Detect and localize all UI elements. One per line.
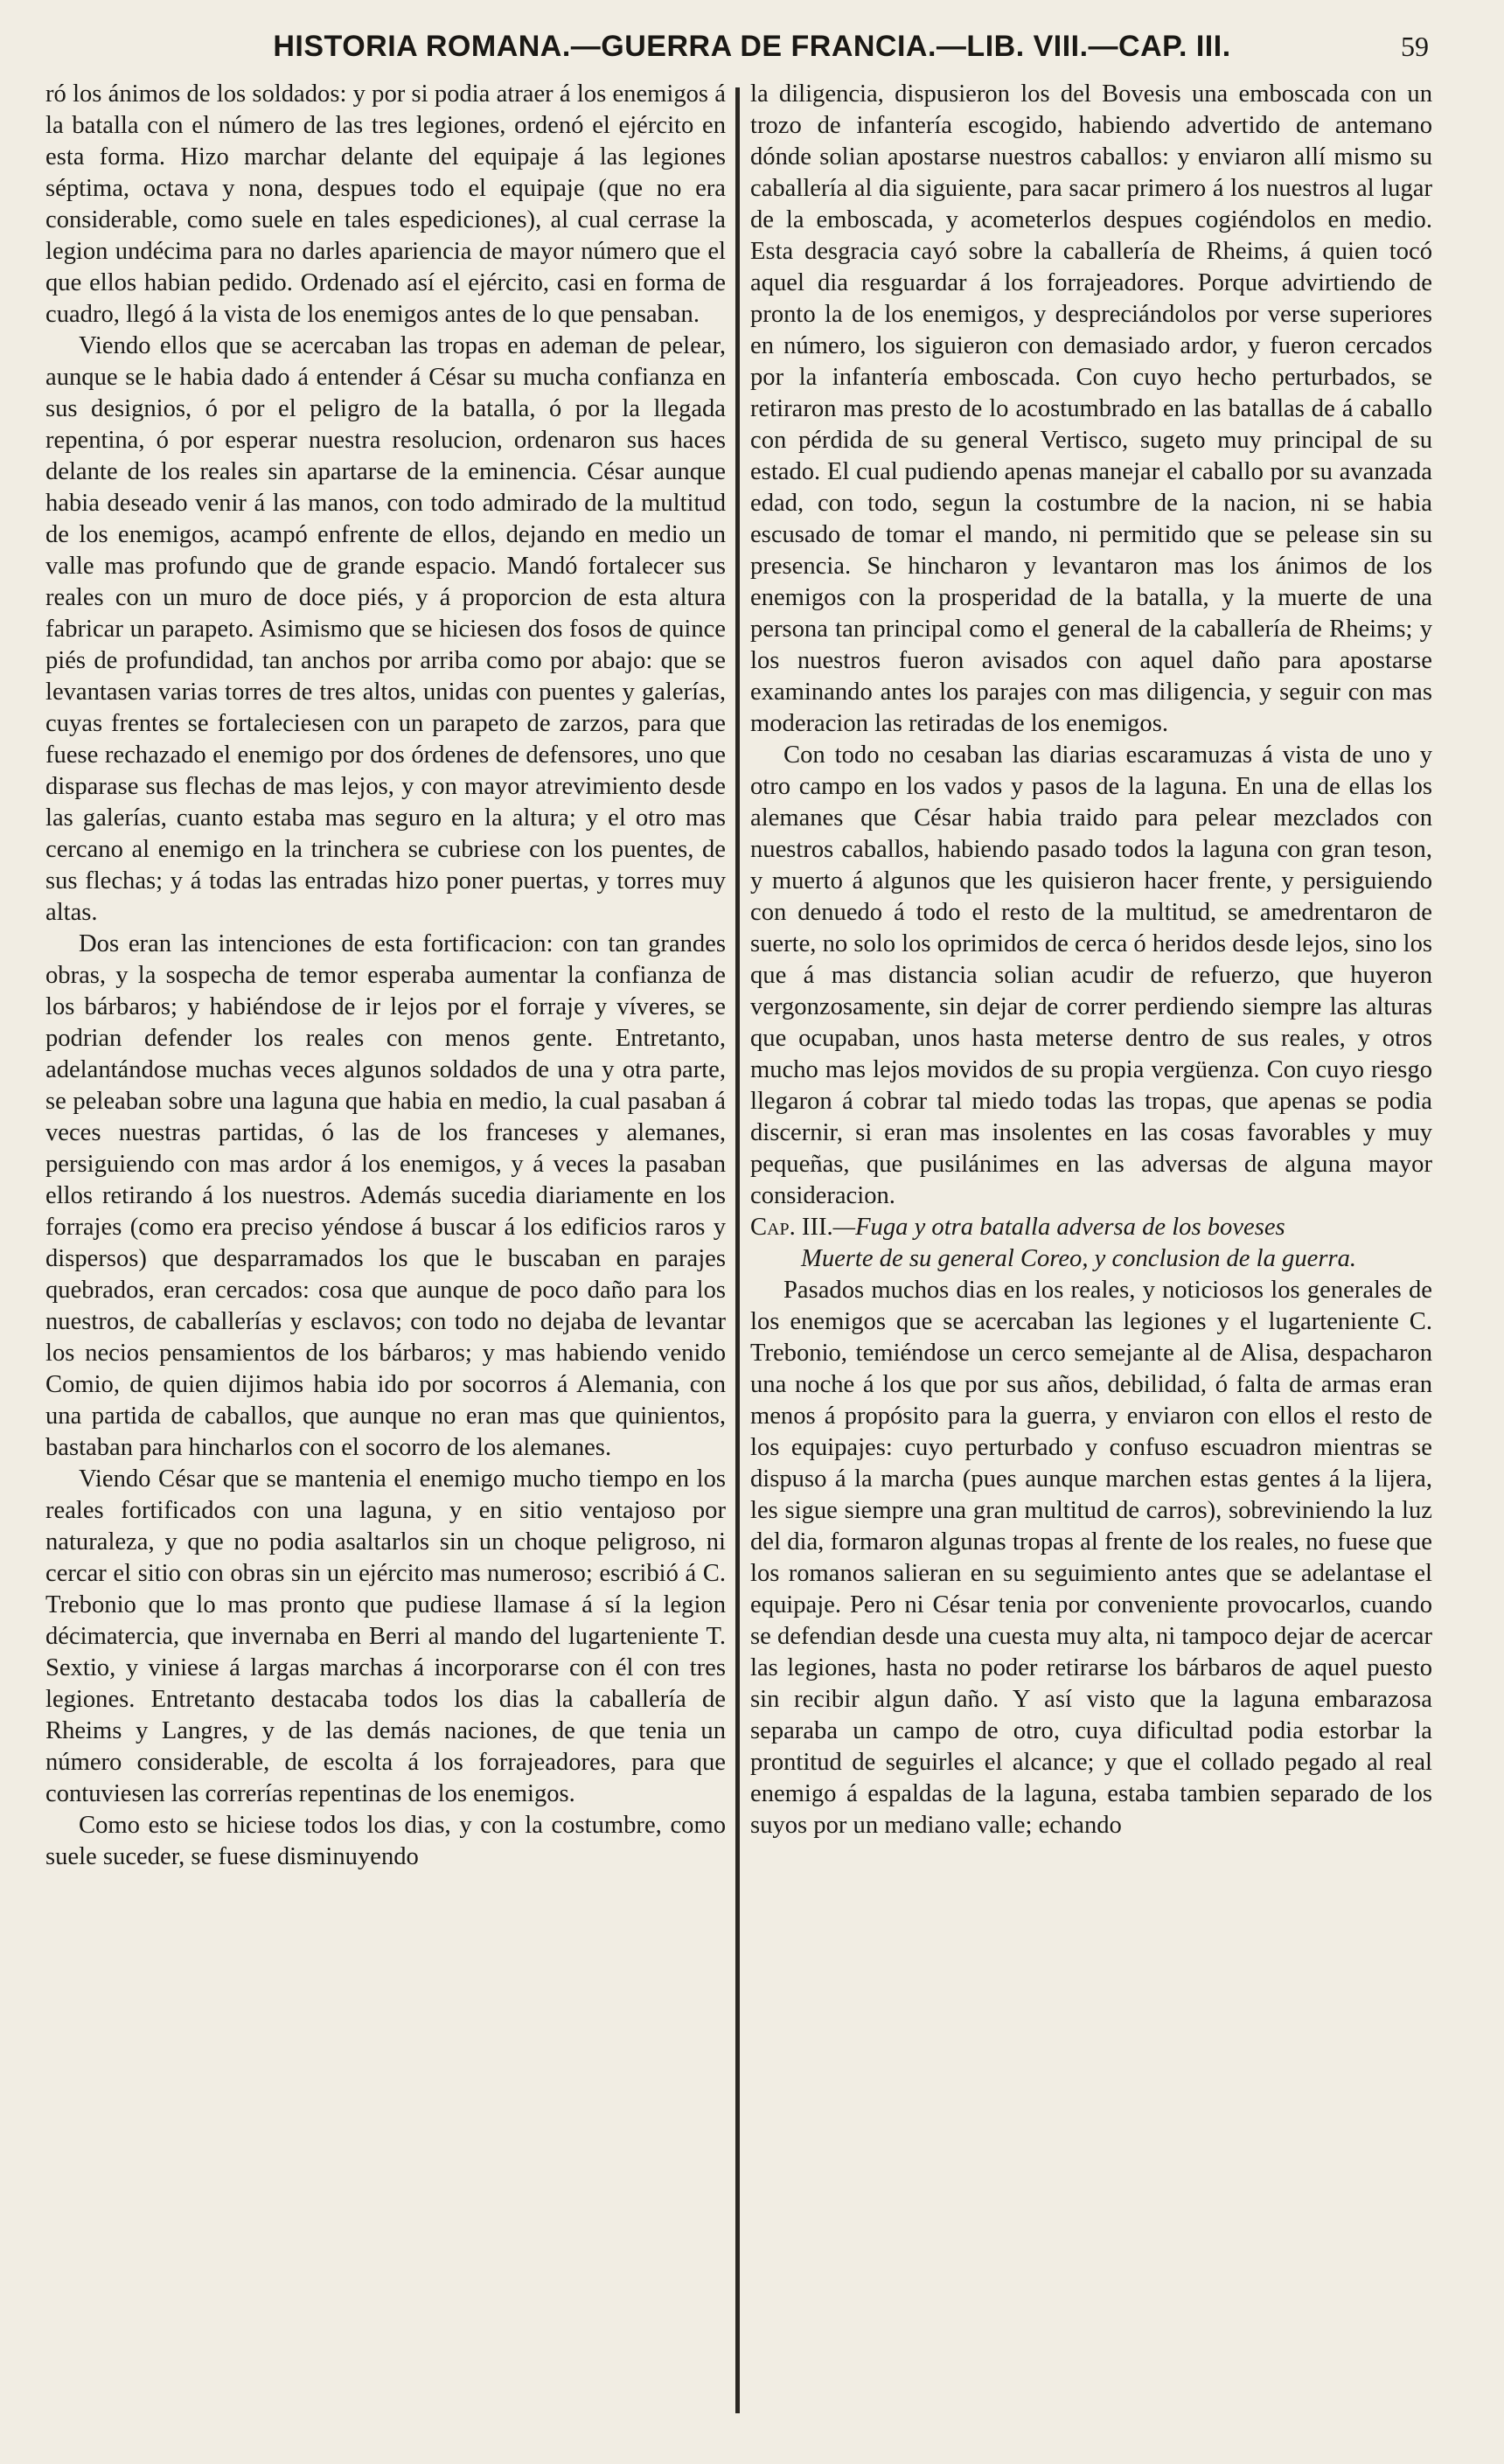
left-paragraph-1: ró los ánimos de los soldados: y por si podia atraer á los enemigos á la batalla con el número de las tres legiones, ordenó el ejército en esta forma. Hizo marchar delante del equipaje á las legiones séptima, octava y nona, despues todo el equipaje (que no era considerable, como suele en tales espediciones), al cual cerrase la legion undécima para no darles apariencia de mayor número que el que ellos habian pedido. Ordenado así el ejército, casi en forma de cuadro, llegó á la vista de los enemigos antes de lo que pensaban.	[45, 80, 726, 328]
left-paragraph-3: Dos eran las intenciones de esta fortificacion: con tan grandes obras, y la sospecha de temor esperaba aumentar la confianza de los bárbaros; y habiéndose de ir lejos por el forraje y víveres, se podrian defender los reales con menos gente. Entretanto, adelantándose muchas veces algunos soldados de una y otra parte, se peleaban sobre una laguna que habia en medio, la cual pasaban á veces nuestras partidas, ó las de los franceses y alemanes, persiguiendo con mas ardor á los enemigos, y á veces la pasaban ellos retirando á los nuestros. Además sucedia diariamente en los forrajes (como era preciso yéndose á buscar á los edificios raros y dispersos) que desparramados los que le buscaban en parajes quebrados, eran cercados: cosa que aunque de poco daño para los nuestros, de caballerías y esclavos; con todo no dejaba de levantar los necios pensamientos de los bárbaros; y mas habiendo venido Comio, de quien dijimos habia ido por socorros á Alemania, con una partida de caballos, que aunque no eran mas que quinientos, bastaban para hincharlos con el socorro de los alemanes.	[45, 930, 726, 1461]
chapter-label: Cap. III.	[750, 1214, 833, 1241]
right-paragraph-2: Con todo no cesaban las diarias escaramuzas á vista de uno y otro campo en los vados y pasos de la laguna. En una de ellas los alemanes que César habia traido para pelear mezclados con nuestros caballos, habiendo pasado todos la laguna con gran teson, y muerto á algunos que les quisieron hacer frente, y persiguiendo con denuedo á todo el resto de la multitud, se amedrentaron de suerte, no solo los oprimidos de cerca ó heridos desde lejos, sino los que á mas distancia solian acudir de refuerzo, que huyeron vergonzosamente, sin dejar de correr perdiendo siempre las alturas que ocupaban, unos hasta meterse dentro de sus reales, y otros mucho mas lejos movidos de su propia vergüenza. Con cuyo riesgo llegaron á cobrar tal miedo todas las tropas, que apenas se podia discernir, si eran mas insolentes en las cosas favorables y muy pequeñas, que pusilánimes en las adversas de alguna mayor consideracion.	[750, 741, 1432, 1209]
chapter-title-rest: Muerte de su general Coreo, y conclusion de la guerra.	[801, 1245, 1357, 1272]
right-column	[750, 79, 1432, 2422]
chapter-title-first: —Fuga y otra batalla adversa de los boveses	[832, 1214, 1285, 1241]
left-column	[45, 79, 726, 2422]
column-divider	[735, 87, 740, 2413]
chapter-heading	[750, 1212, 1432, 1275]
running-head: HISTORIA ROMANA.—GUERRA DE FRANCIA.—LIB. VIII.—CAP. III.	[273, 30, 1231, 63]
left-paragraph-4: Viendo César que se mantenia el enemigo mucho tiempo en los reales fortificados con una laguna, y en sitio ventajoso por naturaleza, y que no podia asaltarlos sin un choque peligroso, ni cercar el sitio con obras sin un ejército mas numeroso; escribió á C. Trebonio que lo mas pronto que pudiese llamase á sí la legion décimatercia, que invernaba en Berri al mando del lugarteniente T. Sextio, y viniese á largas marchas á incorporarse con él con tres legiones. Entretanto destacaba todos los dias la caballería de Rheims y Langres, y de las demás naciones, de que tenia un número considerable, de escolta á los forrajeadores, para que contuviesen las correrías repentinas de los enemigos.	[45, 1465, 726, 1807]
right-paragraph-1: la diligencia, dispusieron los del Bovesis una emboscada con un trozo de infantería escogido, habiendo advertido de antemano dónde solian apostarse nuestros caballos: y enviaron allí mismo su caballería al dia siguiente, para sacar primero á los nuestros al lugar de la emboscada, y acometerlos despues cogiéndolos en medio. Esta desgracia cayó sobre la caballería de Rheims, á quien tocó aquel dia resguardar á los forrajeadores. Porque advirtiendo de pronto la de los enemigos, y despreciándolos por verse superiores en número, los siguieron con demasiado ardor, y fueron cercados por la infantería emboscada. Con cuyo hecho perturbados, se retiraron mas presto de lo acostumbrado en las batallas de á caballo con pérdida de su general Vertisco, sugeto muy principal de su estado. El cual pudiendo apenas manejar el caballo por su avanzada edad, con todo, segun la costumbre de la nacion, ni se habia escusado de tomar el mando, ni permitido que se pelease sin su presencia. Se hincharon y levantaron mas los ánimos de los enemigos con la prosperidad de la batalla, y la muerte de una persona tan principal como el general de la caballería de Rheims; y los nuestros fueron avisados con aquel daño para apostarse examinando antes los parajes con mas diligencia, y seguir con mas moderacion las retiradas de los enemigos.	[750, 80, 1432, 737]
page-number: 59	[1401, 31, 1429, 62]
left-paragraph-5: Como esto se hiciese todos los dias, y con la costumbre, como suele suceder, se fuese disminuyendo	[45, 1812, 726, 1870]
right-paragraph-3: Pasados muchos dias en los reales, y noticiosos los generales de los enemigos que se acercaban las legiones y el lugarteniente C. Trebonio, temiéndose un cerco semejante al de Alisa, despacharon una noche á los que por sus años, debilidad, ó falta de armas eran menos á propósito para la guerra, y enviaron con ellos el resto de los equipajes: cuyo perturbado y confuso escuadron mientras se dispuso á la marcha (pues aunque marchen estas gentes á la lijera, les sigue siempre una gran multitud de carros), sobreviniendo la luz del dia, formaron algunas tropas al frente de los reales, no fuese que los romanos salieran en su seguimiento antes que se adelantase el equipaje. Pero ni César tenia por conveniente provocarlos, cuando se defendian desde una cuesta muy alta, ni tampoco dejar de acercar las legiones, hasta no poder retirarse los bárbaros de aquel puesto sin recibir algun daño. Y así visto que la laguna embarazosa separaba un campo de otro, cuya dificultad podia estorbar la prontitud de seguirles el alcance; y que el collado pegado al real enemigo á espaldas de la laguna, estaba tambien separado de los suyos por un mediano valle; echando	[750, 1277, 1432, 1839]
page-header	[0, 26, 1504, 66]
left-paragraph-2: Viendo ellos que se acercaban las tropas en ademan de pelear, aunque se le habia dado á entender á César su mucha confianza en sus designios, ó por el peligro de la batalla, ó por la llegada repentina, ó por esperar nuestra resolucion, ordenaron sus haces delante de los reales sin apartarse de la eminencia. César aunque habia deseado venir á las manos, con todo admirado de la multitud de los enemigos, acampó enfrente de ellos, dejando en medio un valle mas profundo que de grande espacio. Mandó fortalecer sus reales con un muro de doce piés, y á proporcion de esta altura fabricar un parapeto. Asimismo que se hiciesen dos fosos de quince piés de profundidad, tan anchos por arriba como por abajo: que se levantasen varias torres de tres altos, unidas con puentes y galerías, cuyas frentes se fortaleciesen con un parapeto de zarzos, para que fuese rechazado el enemigo por dos órdenes de defensores, uno que disparase sus flechas de mas lejos, y con mayor atrevimiento desde las galerías, cuanto estaba mas seguro en la altura; y el otro mas cercano al enemigo en la trinchera se cubriese con los puentes, de sus flechas; y á todas las entradas hizo poner puertas, y torres muy altas.	[45, 332, 726, 926]
